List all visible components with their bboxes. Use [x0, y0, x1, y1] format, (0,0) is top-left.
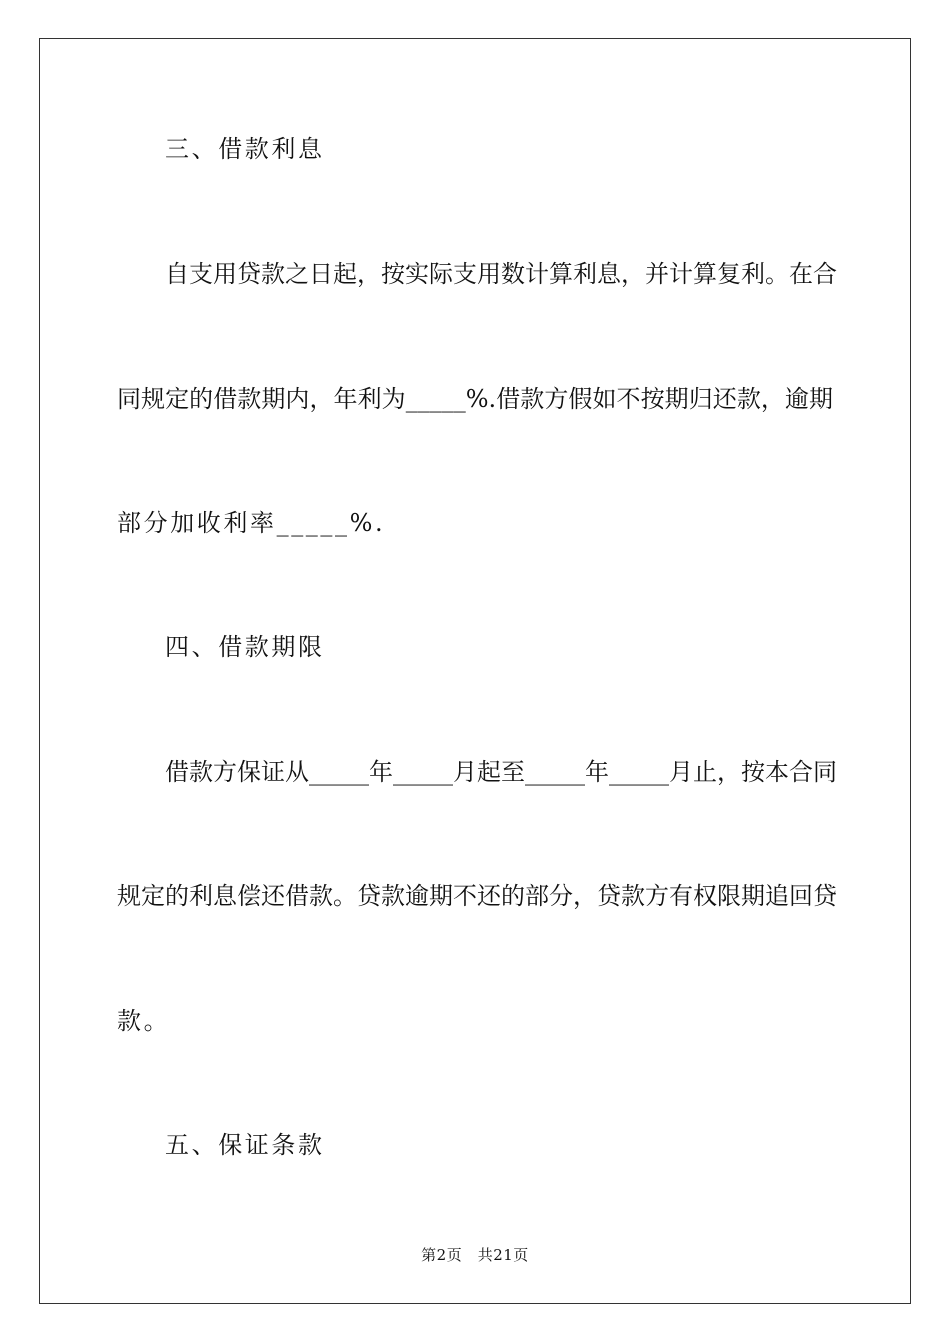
paragraph-line: 款。: [117, 1007, 171, 1035]
section-heading-interest: 三、借款利息: [165, 135, 325, 163]
paragraph-line: 同规定的借款期内，年利为_____%.借款方假如不按期归还款，逾期: [117, 385, 833, 413]
paragraph-line: 规定的利息偿还借款。贷款逾期不还的部分，贷款方有权限期追回贷: [117, 882, 837, 910]
paragraph-line: 借款方保证从_____年_____月起至_____年_____月止，按本合同: [165, 758, 837, 786]
paragraph-line: 部分加收利率_____%.: [117, 509, 386, 537]
page-border: [39, 38, 911, 1304]
section-heading-guarantee: 五、保证条款: [165, 1131, 325, 1159]
section-heading-term: 四、借款期限: [165, 633, 325, 661]
paragraph-line: 自支用贷款之日起，按实际支用数计算利息，并计算复利。在合: [165, 260, 837, 288]
page-number: 第2页 共21页: [421, 1246, 529, 1264]
